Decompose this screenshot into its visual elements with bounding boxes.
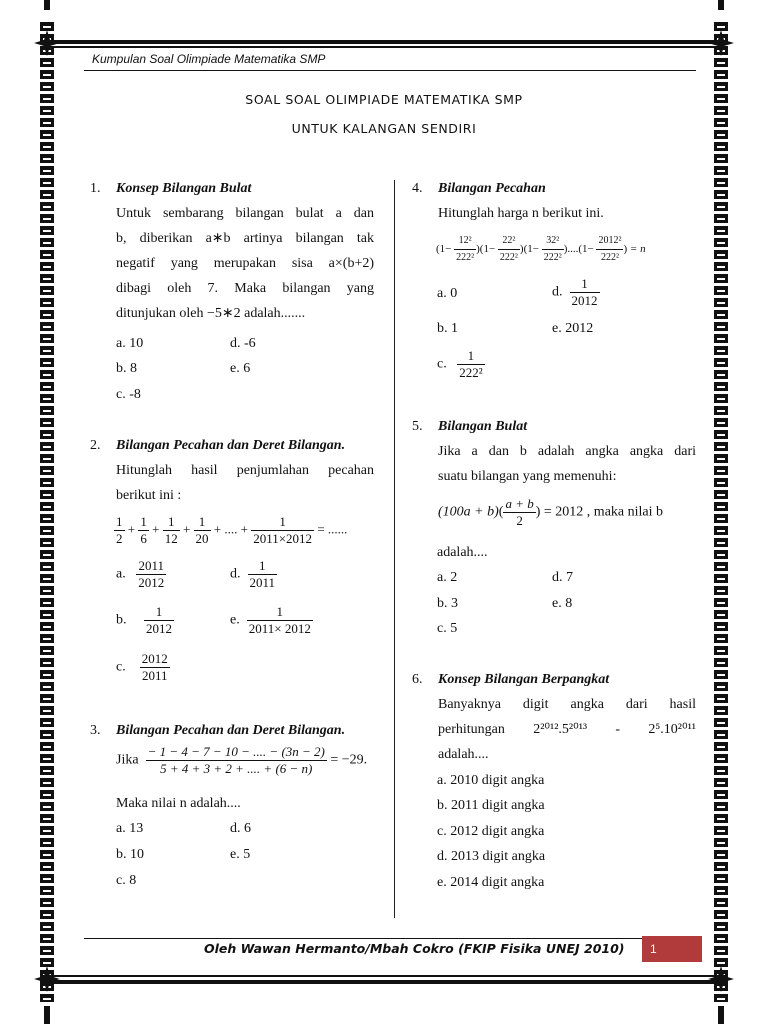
option-e: e. 8 bbox=[552, 596, 573, 611]
fraction: $\frac{1}{2012}$ bbox=[571, 276, 598, 308]
fraction: $\frac{1}{2011}$ bbox=[249, 558, 276, 590]
question-1 bbox=[90, 176, 374, 326]
option-d: d. 2013 digit angka bbox=[437, 849, 546, 864]
question-topic: Bilangan Pecahan bbox=[438, 181, 546, 196]
option-e: e. 2012 bbox=[552, 321, 594, 336]
question-text-line: suatu bilangan yang memenuhi: bbox=[438, 469, 617, 484]
option-e: e. 2014 digit angka bbox=[437, 875, 545, 890]
option-a: a. 2 bbox=[437, 570, 458, 585]
option-b: b. 3 bbox=[437, 596, 458, 611]
fraction: $\frac{1}{2}$ bbox=[116, 514, 123, 546]
option-d: d. 6 bbox=[230, 821, 251, 836]
option-b: b. 1 bbox=[437, 321, 458, 336]
page-subtitle: UNTUK KALANGAN SENDIRI bbox=[291, 121, 477, 136]
question-2 bbox=[90, 433, 374, 508]
footer-author: Oleh Wawan Hermanto/Mbah Cokro (FKIP Fisika UNEJ 2010) bbox=[204, 941, 625, 956]
option-a: a. $\frac{2011}{2012}$ bbox=[116, 558, 165, 590]
question-topic: Bilangan Bulat bbox=[438, 419, 528, 434]
option-e: e. $\frac{1}{2011\times 2012}$ bbox=[230, 604, 311, 636]
option-c: c. -8 bbox=[116, 387, 141, 402]
option-c: c. $\frac{2012}{2011}$ bbox=[116, 651, 168, 683]
border-post bbox=[718, 1006, 724, 1024]
top-border-line-inner bbox=[40, 46, 728, 48]
option-c: c. 2012 digit angka bbox=[437, 824, 545, 839]
question-number: 5. bbox=[412, 419, 423, 434]
option-b: b. 10 bbox=[116, 847, 144, 862]
question-topic: Konsep Bilangan Berpangkat bbox=[438, 672, 610, 687]
question-text-line: adalah.... bbox=[437, 545, 488, 560]
option-d: d. $\frac{1}{2012}$ bbox=[552, 276, 598, 308]
question-text-line: perhitungan 2²⁰¹².5²⁰¹³ - 2⁵.10²⁰¹¹ bbox=[438, 722, 696, 737]
question-number: 6. bbox=[412, 672, 423, 687]
question-6 bbox=[412, 667, 696, 767]
fraction: $\frac{a + b}{2}$ bbox=[505, 496, 534, 528]
question-3 bbox=[90, 718, 374, 743]
option-d: d. 7 bbox=[552, 570, 573, 585]
fraction: $\frac{1}{2011\times 2012}$ bbox=[248, 604, 311, 636]
question-5 bbox=[412, 414, 696, 489]
corner-ornament-icon bbox=[34, 30, 60, 56]
question-text-line: Banyaknya digit angka dari hasil bbox=[438, 697, 696, 712]
question-number: 4. bbox=[412, 181, 423, 196]
question-text-line: ditunjukan oleh −5∗2 adalah....... bbox=[116, 306, 306, 321]
option-c: c. 5 bbox=[437, 621, 458, 636]
question-text-line: berikut ini : bbox=[116, 488, 182, 503]
option-b: b. 2011 digit angka bbox=[437, 798, 545, 813]
bottom-border-line-inner bbox=[40, 975, 728, 977]
question-text-line: Untuk sembarang bilangan bulat a dan bbox=[116, 206, 374, 221]
sum-expression: $\frac{1}{2}$ + $\frac{1}{6}$ + $\frac{1}{12}$ + $\frac{1}{20}$ + .... + $\frac{1}{2011\times 2012}$ = ...... bbox=[116, 514, 348, 546]
fraction: $\frac{- 1 - 4 - 7 - 10 - .... - (3n - 2)}{5 + 4 + 3 + 2 + .... + (6 - n)}$ bbox=[147, 744, 325, 776]
question-text-line: dibagi oleh 7. Maka bilangan yang bbox=[116, 281, 374, 296]
question-number: 1. bbox=[90, 181, 101, 196]
column-divider bbox=[394, 180, 395, 918]
corner-ornament-icon bbox=[708, 30, 734, 56]
option-e: e. 6 bbox=[230, 361, 251, 376]
option-a: a. 2010 digit angka bbox=[437, 773, 545, 788]
option-e: e. 5 bbox=[230, 847, 251, 862]
border-post bbox=[44, 0, 50, 10]
question-text-line: Hitunglah harga n berikut ini. bbox=[438, 206, 604, 221]
top-border-line bbox=[40, 40, 728, 44]
question-number: 2. bbox=[90, 438, 101, 453]
footer-rule bbox=[84, 938, 644, 939]
fraction: $\frac{1}{6}$ bbox=[140, 514, 147, 546]
question-topic: Bilangan Pecahan dan Deret Bilangan. bbox=[116, 723, 346, 738]
fraction: $\frac{1}{20}$ bbox=[195, 514, 209, 546]
series-expression: Jika $\frac{- 1 - 4 - 7 - 10 - .... - (3n - 2)}{5 + 4 + 3 + 2 + .... + (6 - n)}$ = −29. bbox=[116, 744, 368, 776]
header-rule bbox=[84, 70, 696, 71]
option-d: d. $\frac{1}{2011}$ bbox=[230, 558, 276, 590]
option-b: b. $\frac{1}{2012}$ bbox=[116, 604, 172, 636]
fraction: $\frac{1}{2012}$ bbox=[146, 604, 172, 636]
fraction: $\frac{2012}{2011}$ bbox=[141, 651, 168, 683]
product-expression: (1− $\frac{\text{12²}}{\text{222²}}$ )(1− $\frac{\text{22²}}{\text{222²}}$ )(1− $\frac{\text{32²}}{\text{222²}}$ )....(1− $\frac{\text{2012²}}{\text{222²}}$ ) = n bbox=[436, 233, 646, 266]
right-border-rail bbox=[714, 22, 728, 1002]
page-number: 1 bbox=[642, 936, 702, 962]
option-d: d. -6 bbox=[230, 336, 256, 351]
fraction: $\frac{1}{\text{222²}}$ bbox=[459, 348, 483, 380]
option-a: a. 0 bbox=[437, 286, 458, 301]
option-a: a. 10 bbox=[116, 336, 144, 351]
question-text-line: negatif yang merupakan sisa a×(b+2) bbox=[116, 256, 374, 271]
fraction: $\frac{1}{2011\times 2012}$ bbox=[253, 514, 313, 546]
option-a: a. 13 bbox=[116, 821, 144, 836]
question-text-line: Hitunglah hasil penjumlahan pecahan bbox=[116, 463, 374, 478]
bottom-border-line bbox=[40, 980, 728, 984]
question-number: 3. bbox=[90, 723, 101, 738]
question-text-line: adalah.... bbox=[438, 747, 489, 762]
question-text-line: Maka nilai n adalah.... bbox=[116, 796, 241, 811]
question-4 bbox=[412, 176, 696, 226]
left-border-rail bbox=[40, 22, 54, 1002]
page-title: SOAL SOAL OLIMPIADE MATEMATIKA SMP bbox=[245, 92, 523, 107]
question-topic: Konsep Bilangan Bulat bbox=[116, 181, 252, 196]
running-header: Kumpulan Soal Olimpiade Matematika SMP bbox=[92, 52, 326, 66]
question-text-line: Jika a dan b adalah angka angka dari bbox=[438, 444, 696, 459]
option-b: b. 8 bbox=[116, 361, 137, 376]
option-c: c. 8 bbox=[116, 873, 137, 888]
border-post bbox=[44, 1006, 50, 1024]
border-post bbox=[718, 0, 724, 10]
question-text-line: b, diberikan a∗b artinya bilangan tak bbox=[116, 231, 374, 246]
equation-expression: (100a + b)( $\frac{a + b}{2}$ ) = 2012 , maka nilai b bbox=[438, 496, 664, 528]
corner-ornament-icon bbox=[708, 966, 734, 992]
fraction: $\frac{2011}{2012}$ bbox=[138, 558, 165, 590]
corner-ornament-icon bbox=[34, 966, 60, 992]
question-topic: Bilangan Pecahan dan Deret Bilangan. bbox=[116, 438, 346, 453]
option-c: c. $\frac{1}{\text{222²}}$ bbox=[437, 348, 483, 380]
fraction: $\frac{1}{12}$ bbox=[164, 514, 178, 546]
